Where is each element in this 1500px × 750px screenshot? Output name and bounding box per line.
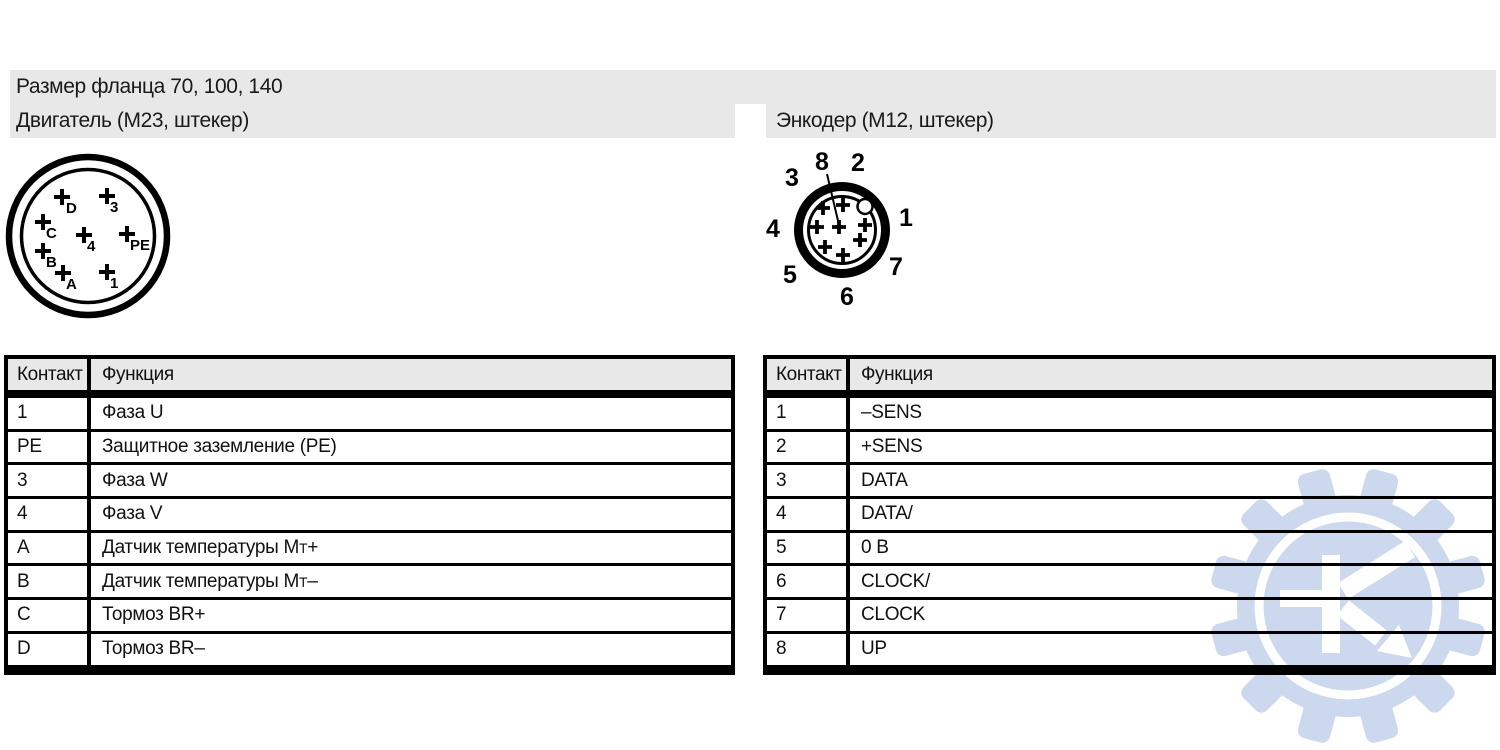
pin-cell: 3 [8, 465, 91, 496]
flange-size-band [10, 70, 1496, 104]
table-row [8, 533, 731, 567]
encoder-section-title: Энкодер (M12, штекер) [776, 109, 994, 132]
pin-cell: 1 [767, 398, 850, 429]
pin-column-header: Контакт [8, 359, 91, 390]
pin-cell: 3 [767, 465, 850, 496]
pin-cell: 4 [767, 499, 850, 530]
pin-label: PE [130, 237, 151, 254]
function-cell [91, 432, 731, 463]
pin-cell: 8 [767, 634, 850, 665]
function-cell [91, 398, 731, 429]
table-row [8, 566, 731, 600]
function-column-header: Функция [861, 363, 933, 385]
m23-connector-diagram [0, 146, 180, 336]
flange-size-text: Размер фланца 70, 100, 140 [16, 75, 283, 98]
pin-label: 3 [110, 199, 119, 216]
m12-connector-icon [755, 140, 925, 315]
pin-label: 1 [110, 275, 119, 292]
pin-label: 2 [851, 149, 865, 177]
function-text: 0 В [861, 537, 889, 559]
table-row [767, 533, 1492, 567]
pin-label: B [46, 254, 57, 271]
encoder-pin-table [763, 355, 1496, 675]
function-text: Фаза W [102, 469, 168, 491]
function-text: DATA/ [861, 503, 913, 525]
function-text: Тормоз BR+ [102, 604, 206, 626]
m12-connector-diagram [755, 140, 925, 320]
function-cell [91, 600, 731, 631]
table-row [8, 465, 731, 499]
pin-label: A [66, 276, 77, 293]
function-suffix: – [307, 570, 318, 592]
function-text: Датчик температуры M [102, 537, 300, 559]
function-text: +SENS [861, 436, 923, 458]
function-text: Защитное заземление (PE) [102, 436, 337, 458]
pin-cell: 5 [767, 533, 850, 564]
pin-cell: A [8, 533, 91, 564]
function-cell [850, 465, 1492, 496]
table-row [8, 634, 731, 665]
pin-cell: 4 [8, 499, 91, 530]
function-text: Датчик температуры M [102, 570, 300, 592]
pin-column-header: Контакт [767, 359, 850, 390]
table-row [767, 432, 1492, 466]
motor-section-title: Двигатель (M23, штекер) [16, 109, 249, 132]
pin-cell: D [8, 634, 91, 665]
function-cell [850, 432, 1492, 463]
pin-cell: 7 [767, 600, 850, 631]
pin-label: C [46, 225, 57, 242]
function-text: DATA [861, 469, 908, 491]
m23-connector-icon [0, 146, 180, 331]
pin-label: 5 [783, 261, 797, 289]
table-row [767, 499, 1492, 533]
table-row [8, 432, 731, 466]
pin-label: 7 [889, 253, 903, 281]
function-cell [850, 566, 1492, 597]
motor-pin-table [4, 355, 735, 675]
pin-label: 1 [899, 204, 913, 232]
function-cell [850, 398, 1492, 429]
table-row [767, 398, 1492, 432]
pin-label: 4 [766, 215, 780, 243]
function-cell [850, 634, 1492, 665]
table-row [8, 600, 731, 634]
function-text: UP [861, 638, 887, 660]
pin-cell: 2 [767, 432, 850, 463]
function-cell [91, 465, 731, 496]
pin-label: 4 [87, 238, 96, 255]
function-cell [850, 600, 1492, 631]
pin-cell: B [8, 566, 91, 597]
motor-section-header [10, 104, 735, 138]
pin-label: 8 [815, 148, 829, 176]
function-suffix: + [307, 537, 319, 559]
table-row [8, 398, 731, 432]
pin-label: 6 [840, 283, 854, 311]
function-cell [850, 499, 1492, 530]
pin-cell: 6 [767, 566, 850, 597]
table-header-row [8, 359, 731, 398]
table-row [767, 566, 1492, 600]
table-row [767, 600, 1492, 634]
function-cell [850, 533, 1492, 564]
table-row [8, 499, 731, 533]
pin-cell: PE [8, 432, 91, 463]
function-column-header: Функция [102, 363, 174, 385]
function-cell [91, 499, 731, 530]
pin-label: 3 [785, 164, 799, 192]
function-cell: Датчик температуры M T – [102, 570, 318, 592]
function-text: –SENS [861, 402, 922, 424]
function-cell [91, 634, 731, 665]
encoder-section-header [766, 104, 1496, 138]
function-text: Фаза V [102, 503, 163, 525]
pin-label: D [66, 200, 77, 217]
table-row [767, 465, 1492, 499]
function-text: Фаза U [102, 402, 164, 424]
function-text: Тормоз BR– [102, 638, 205, 660]
pin-cell: 1 [8, 398, 91, 429]
m12-keyway-notch [858, 199, 873, 214]
function-cell: Датчик температуры M T + [102, 537, 319, 559]
table-row [767, 634, 1492, 665]
function-text: CLOCK [861, 604, 925, 626]
pin-cell: C [8, 600, 91, 631]
table-header-row [767, 359, 1492, 398]
function-text: CLOCK/ [861, 570, 930, 592]
